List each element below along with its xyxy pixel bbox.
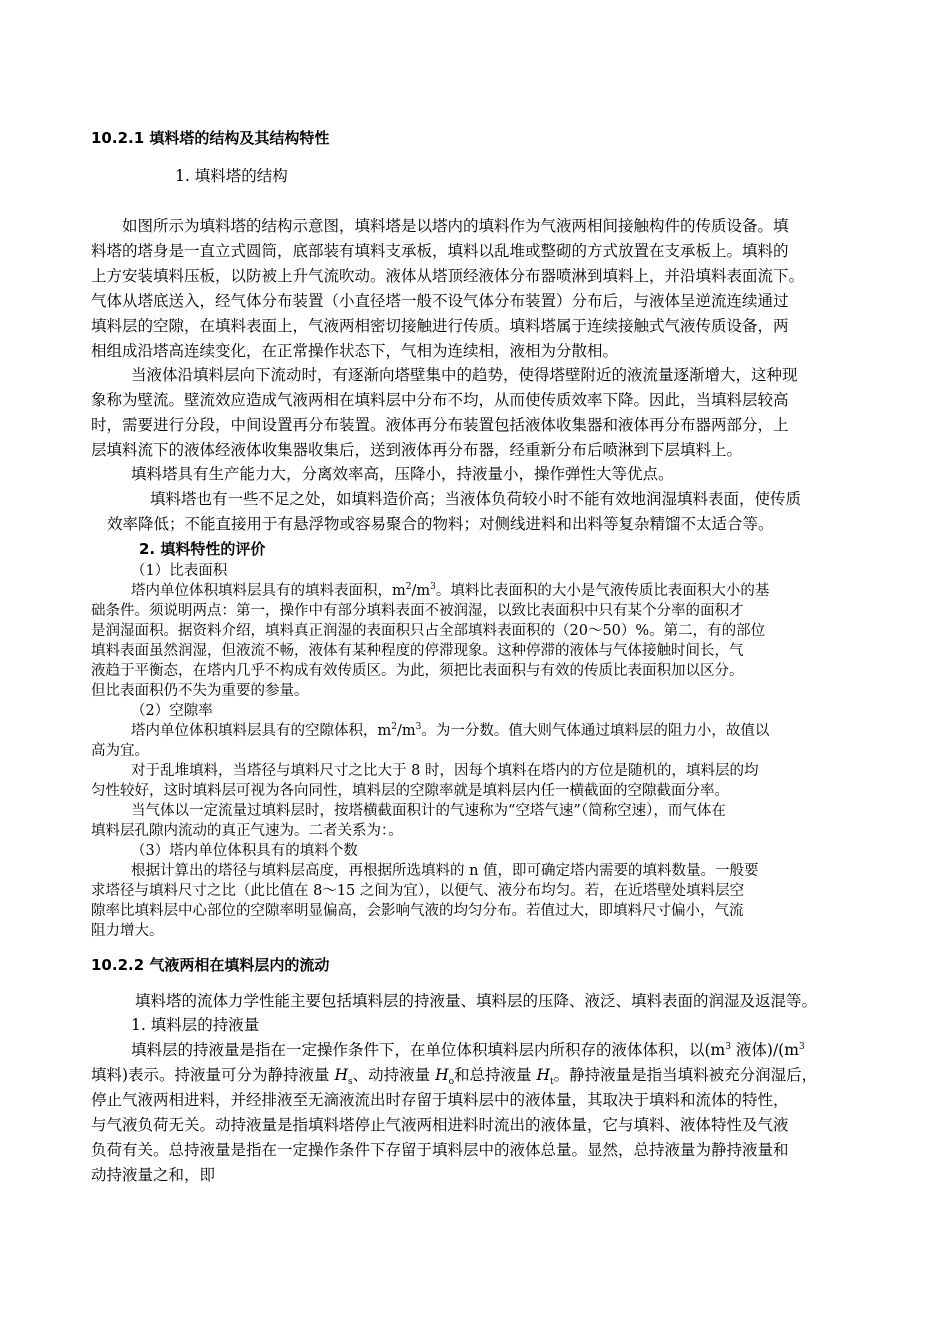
paragraph-line: 效率降低；不能直接用于有悬浮物或容易聚合的物料；对侧线进料和出料等复杂精馏不太适合等。 [107, 515, 774, 533]
paragraph-line: 象称为壁流。壁流效应造成气液两相在填料层中分布不均，从而使传质效率下降。因此，当填料层较高 [91, 391, 789, 409]
paragraph-line: 塔内单位体积填料层具有的空隙体积，$m^2/m^3$。为一分数。值大则气体通过填料层的阻力小，故值以 [131, 722, 770, 739]
paragraph-line: 隙率比填料层中心部位的空隙率明显偏高，会影响气液的均匀分布。若值过大，即填料尺寸偏小，气流 [91, 903, 744, 919]
paragraph-line: 高为宜。 [91, 743, 149, 759]
paragraph-line: 时，需要进行分段，中间设置再分布装置。液体再分布装置包括液体收集器和液体再分布器两部分，上 [91, 416, 789, 434]
paragraph-line: 负荷有关。总持液量是指在一定操作条件下存留于填料层中的液体总量。显然，总持液量为静持液量和 [91, 1141, 789, 1159]
paragraph-line: 与气液负荷无关。动持液量是指填料塔停止气液两相进料时流出的液体量，它与填料、液体特性及气液 [91, 1116, 789, 1134]
paragraph-line: 相组成沿塔高连续变化，在正常操作状态下，气相为连续相，液相为分散相。 [91, 342, 619, 360]
paragraph-line: 填料层的持液量是指在一定操作条件下，在单位体积填料层内所积存的液体体积，以($m^3$ 液体)$/(m^3$ [131, 1041, 805, 1059]
paragraph-line: 填料塔具有生产能力大，分离效率高，压降小，持液量小，操作弹性大等优点。 [131, 465, 674, 483]
subheading-specific-surface: （1）比表面积 [131, 563, 228, 579]
paragraph-line: 础条件。须说明两点：第一，操作中有部分填料表面不被润湿，以致比表面积中只有某个分率的面积才 [91, 603, 744, 619]
paragraph-line: 匀性较好，这时填料层可视为各向同性，填料层的空隙率就是填料层内任一横截面的空隙截面分率。 [91, 783, 729, 799]
paragraph-line: 料塔的塔身是一直立式圆筒，底部装有填料支承板，填料以乱堆或整砌的方式放置在支承板上。填料的 [91, 242, 789, 260]
subheading-void-fraction: （2）空隙率 [131, 703, 213, 719]
paragraph-line: 填料层的空隙，在填料表面上，气液两相密切接触进行传质。填料塔属于连续接触式气液传质设备，两 [91, 317, 789, 335]
paragraph-line: 求塔径与填料尺寸之比（此比值在 8～15 之间为宜），以便气、液分布均匀。若，在近塔壁处填料层空 [91, 883, 745, 899]
paragraph-line: 但比表面积仍不失为重要的参量。 [91, 683, 309, 699]
paragraph-line: 上方安装填料压板，以防被上升气流吹动。液体从塔顶经液体分布器喷淋到填料上，并沿填料表面流下。 [91, 267, 805, 285]
paragraph-line: 填料表面虽然润湿，但液流不畅，液体有某种程度的停滞现象。这种停滞的液体与气体接触时间长，气 [91, 643, 744, 659]
paragraph-line: 填料塔的流体力学性能主要包括填料层的持液量、填料层的压降、液泛、填料表面的润湿及返混等。 [135, 992, 818, 1010]
subheading-liquid-holdup: 1. 填料层的持液量 [131, 1016, 260, 1034]
paragraph-line: 填料)表示。持液量可分为静持液量 $H_s$、动持液量 $H_o$和总持液量 $H_t$。静持液量是指当填料被充分润湿后， [91, 1066, 818, 1088]
paragraph-line: 对于乱堆填料，当塔径与填料尺寸之比大于 8 时，因每个填料在塔内的方位是随机的，填料层的均 [131, 763, 759, 779]
paragraph-line: 停止气液两相进料，并经排液至无滴液流出时存留于填料层中的液体量，其取决于填料和流体的特性， [91, 1091, 789, 1109]
subheading-tower-structure: 1. 填料塔的结构 [175, 167, 288, 185]
paragraph-line: 是润湿面积。据资料介绍，填料真正润湿的表面积只占全部填料表面积的（20～50）%。第二，有的部位 [91, 623, 766, 639]
paragraph-line: 液趋于平衡态，在塔内几乎不构成有效传质区。为此，须把比表面积与有效的传质比表面积加以区分。 [91, 663, 744, 679]
paragraph-line: 动持液量之和，即 [91, 1166, 216, 1184]
paragraph-line: 根据计算出的塔径与填料层高度，再根据所选填料的 n 值，即可确定塔内需要的填料数量。一般要 [131, 863, 759, 879]
paragraph-line: 塔内单位体积填料层具有的填料表面积，$m^2/m^3$。填料比表面积的大小是气液传质比表面积大小的基 [131, 582, 770, 599]
paragraph-line: 如图所示为填料塔的结构示意图，填料塔是以塔内的填料作为气液两相间接触构件的传质设备。填 [122, 217, 789, 235]
section-heading-10-2-2: 10.2.2 气液两相在填料层内的流动 [91, 956, 330, 974]
paragraph-line: 当气体以一定流量过填料层时，按塔横截面积计的气速称为“空塔气速”（简称空速），而气体在 [131, 803, 726, 819]
paragraph-line: 层填料流下的液体经液体收集器收集后，送到液体再分布器，经重新分布后喷淋到下层填料上。 [91, 441, 743, 459]
paragraph-line: 填料层孔隙内流动的真正气速为。二者关系为：。 [91, 823, 403, 839]
paragraph-line: 当液体沿填料层向下流动时，有逐渐向塔壁集中的趋势，使得塔壁附近的液流量逐渐增大，这种现 [131, 366, 798, 384]
paragraph-line: 阻力增大。 [91, 923, 164, 939]
subheading-packing-count: （3）塔内单位体积具有的填料个数 [131, 843, 358, 859]
section-heading-packing-evaluation: 2. 填料特性的评价 [139, 540, 266, 558]
section-heading-10-2-1: 10.2.1 填料塔的结构及其结构特性 [91, 129, 330, 147]
paragraph-line: 气体从塔底送入，经气体分布装置（小直径塔一般不设气体分布装置）分布后，与液体呈逆流连续通过 [91, 292, 789, 310]
paragraph-line: 填料塔也有一些不足之处，如填料造价高；当液体负荷较小时不能有效地润湿填料表面，使传质 [150, 490, 802, 508]
